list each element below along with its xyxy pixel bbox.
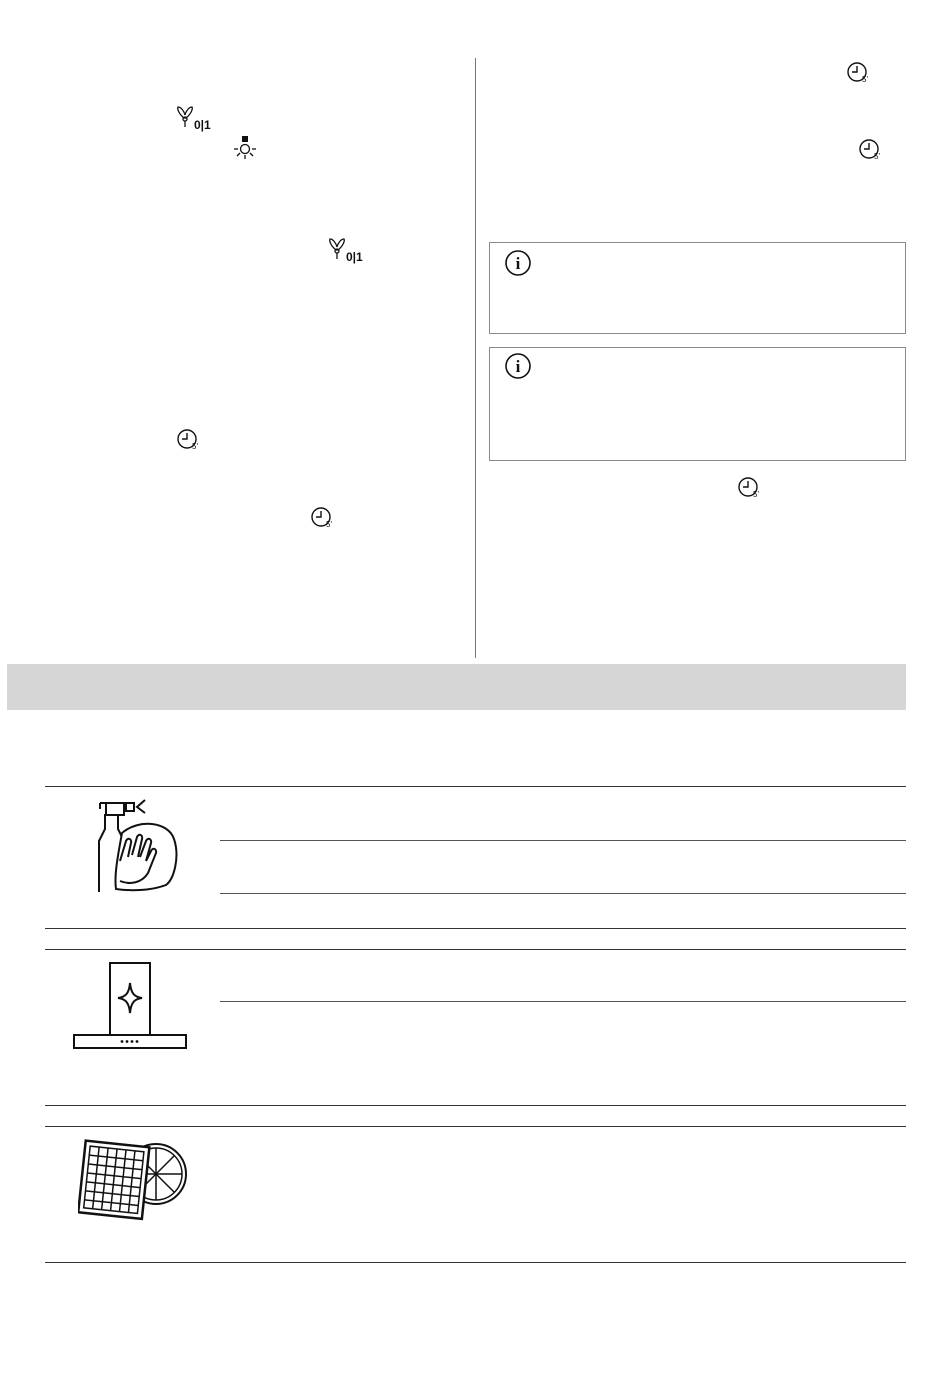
svg-text:0|1: 0|1 bbox=[194, 118, 211, 132]
table-rule bbox=[45, 1105, 906, 1106]
table-rule bbox=[45, 928, 906, 929]
svg-text:0|1: 0|1 bbox=[346, 250, 363, 264]
svg-text:5': 5' bbox=[326, 520, 332, 529]
table-rule bbox=[45, 1126, 906, 1127]
timer-5min-icon bbox=[858, 138, 886, 162]
table-rule bbox=[220, 1001, 906, 1002]
info-icon bbox=[503, 248, 533, 278]
info-note-box bbox=[489, 242, 906, 334]
svg-text:5': 5' bbox=[192, 442, 198, 451]
table-rule bbox=[45, 1262, 906, 1263]
timer-5min-icon bbox=[737, 476, 765, 500]
svg-text:i: i bbox=[515, 254, 521, 273]
timer-5min-icon bbox=[846, 61, 874, 85]
hood-clean-icon bbox=[72, 961, 188, 1053]
table-rule bbox=[220, 893, 906, 894]
svg-text:5': 5' bbox=[862, 75, 868, 84]
table-rule bbox=[45, 949, 906, 950]
grease-filter-icon bbox=[78, 1134, 188, 1224]
svg-text:5': 5' bbox=[874, 152, 880, 161]
svg-text:5': 5' bbox=[753, 490, 759, 499]
table-rule bbox=[220, 840, 906, 841]
timer-5min-icon bbox=[310, 506, 338, 530]
timer-5min-icon bbox=[176, 428, 204, 452]
spray-cleaning-icon bbox=[90, 795, 182, 895]
info-note-box bbox=[489, 347, 906, 461]
fan-on-off-icon bbox=[175, 104, 215, 132]
column-divider bbox=[475, 58, 476, 658]
svg-text:i: i bbox=[515, 357, 521, 376]
fan-on-off-icon bbox=[327, 236, 367, 264]
table-rule bbox=[45, 786, 906, 787]
light-icon bbox=[231, 134, 259, 162]
info-icon bbox=[503, 351, 533, 381]
section-heading-bar bbox=[7, 664, 906, 710]
